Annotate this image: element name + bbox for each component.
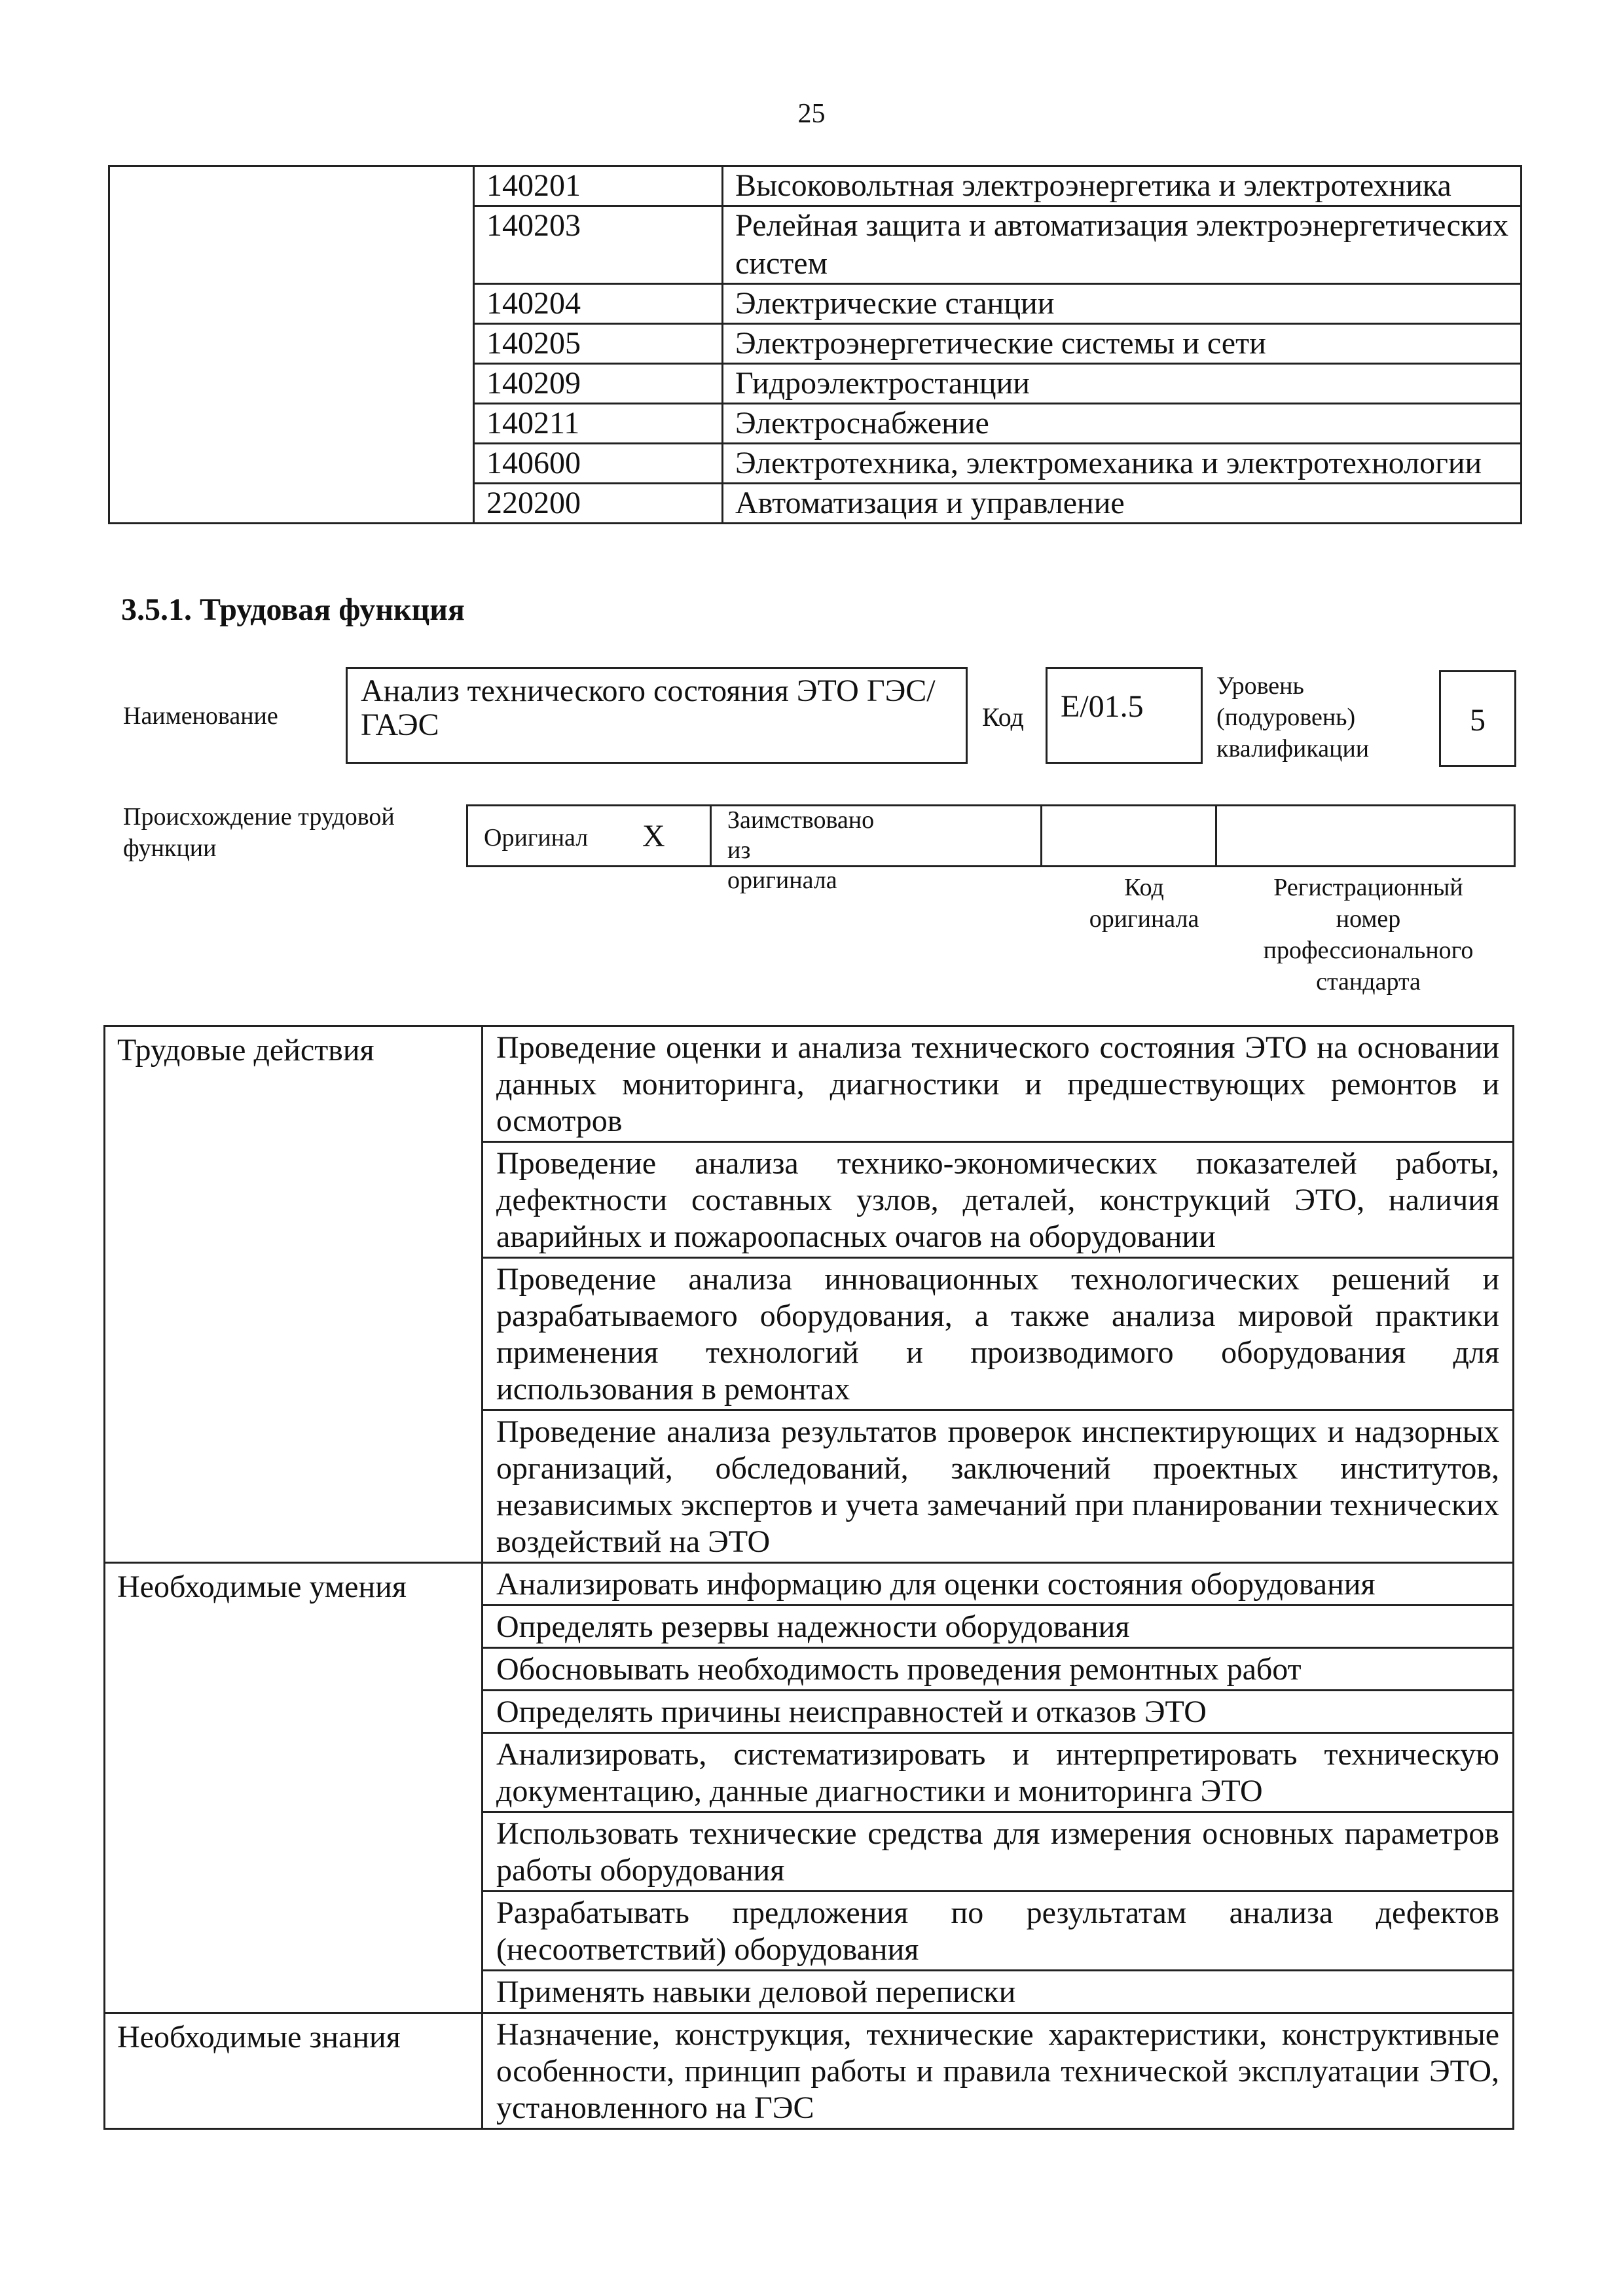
specialty-name: Релейная защита и автоматизация электроэнергетических систем [723,206,1522,284]
table-row [109,166,1522,206]
origin-label-line: функции [123,834,217,862]
specialties-table [108,165,1522,524]
caption-line: профессионального [1263,937,1474,964]
labor-actions-label: Трудовые действия [105,1026,483,1563]
skill-item: Определять резервы надежности оборудования [483,1605,1514,1648]
section-title: 3.5.1. Трудовая функция [121,592,465,627]
caption-line: Регистрационный [1273,874,1463,901]
specialty-code: 220200 [474,484,723,524]
borrowed-cell-ext [866,804,1042,867]
labor-action-item: Проведение анализа технико-экономических показателей работы, дефектности составных узлов, деталей, конструкций ЭТО, наличия аварийных и пожароопасных очагов на оборудовании [483,1142,1514,1258]
level-label-line: квалификации [1216,735,1370,762]
knowledge-item: Назначение, конструкция, технические характеристики, конструктивные особенности, принцип работы и правила технической эксплуатации ЭТО, установленного на ГЭС [483,2013,1514,2129]
borrowed-label-line: Заимствовано из [727,806,875,864]
origin-label [123,801,395,864]
level-label-line: (подуровень) [1216,704,1356,731]
borrowed-cell [710,804,875,894]
specialty-code: 140204 [474,284,723,324]
skill-item: Применять навыки деловой переписки [483,1971,1514,2013]
code-label: Код [982,702,1024,732]
skill-item: Обосновывать необходимость проведения ремонтных работ [483,1648,1514,1691]
labor-action-item: Проведение анализа результатов проверок инспектирующих и надзорных организаций, обследований, заключений проектных институтов, независимых экспертов и учета замечаний при планировании технических воздействий на ЭТО [483,1410,1514,1563]
skill-item: Анализировать, систематизировать и интерпретировать техническую документацию, данные диагностики и мониторинга ЭТО [483,1733,1514,1812]
original-code-caption [1048,872,1241,935]
caption-line: оригинала [1089,905,1199,933]
specialty-name: Электроэнергетические системы и сети [723,324,1522,364]
labor-action-item: Проведение анализа инновационных технологических решений и разрабатываемого оборудования, а также анализа мировой практики применения технологий и производимого оборудования для использования в ремонтах [483,1258,1514,1410]
specialty-code: 140201 [474,166,723,206]
level-label [1216,670,1369,764]
function-code-box: E/01.5 [1046,667,1203,764]
registration-number-cell [1215,804,1516,867]
original-code-cell [1040,804,1217,867]
function-name-box: Анализ технического состояния ЭТО ГЭС/ГАЭС [346,667,968,764]
labor-action-item: Проведение оценки и анализа технического состояния ЭТО на основании данных мониторинга, диагностики и предшествующих ремонтов и осмотров [483,1026,1514,1142]
specialty-name: Гидроэлектростанции [723,364,1522,404]
specialty-name: Высоковольтная электроэнергетика и электротехника [723,166,1522,206]
original-label: Оригинал [484,824,589,852]
knowledge-label: Необходимые знания [105,2013,483,2129]
skills-label: Необходимые умения [105,1563,483,2013]
skill-item: Анализировать информацию для оценки состояния оборудования [483,1563,1514,1605]
blank-cell [109,166,474,524]
borrowed-label-line: оригинала [727,867,837,894]
specialty-name: Автоматизация и управление [723,484,1522,524]
origin-label-line: Происхождение трудовой [123,803,395,831]
caption-line: стандарта [1316,968,1421,996]
labor-function-table [103,1025,1514,2130]
specialty-name: Электроснабжение [723,404,1522,444]
page-number: 25 [797,99,826,129]
specialty-code: 140600 [474,444,723,484]
caption-line: номер [1336,905,1401,933]
original-mark: X [642,819,665,853]
skill-item: Определять причины неисправностей и отказов ЭТО [483,1691,1514,1733]
original-cell [466,804,712,867]
specialty-code: 140209 [474,364,723,404]
table-row [105,2013,1514,2129]
specialty-name: Электрические станции [723,284,1522,324]
specialty-code: 140203 [474,206,723,284]
qualification-level-box: 5 [1439,670,1516,767]
skill-item: Использовать технические средства для измерения основных параметров работы оборудования [483,1812,1514,1892]
caption-line: Код [1124,874,1164,901]
skill-item: Разрабатывать предложения по результатам анализа дефектов (несоответствий) оборудования [483,1892,1514,1971]
level-label-line: Уровень [1216,672,1304,700]
name-label: Наименование [123,702,278,730]
table-row [105,1563,1514,1605]
specialty-code: 140205 [474,324,723,364]
table-row [105,1026,1514,1142]
specialty-code: 140211 [474,404,723,444]
borrowed-label [727,805,874,895]
specialty-name: Электротехника, электромеханика и электротехнологии [723,444,1522,484]
registration-number-caption [1218,872,1519,997]
